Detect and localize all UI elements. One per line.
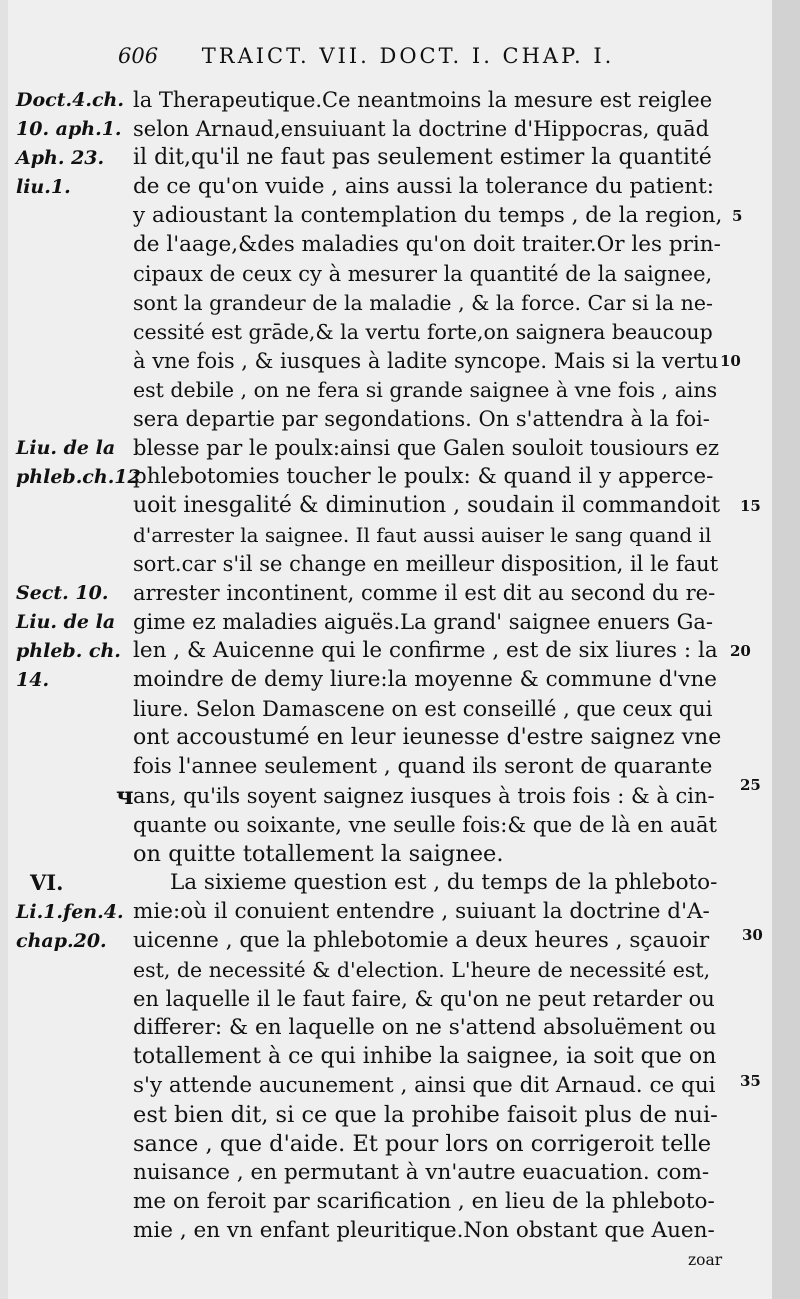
- margin-note: Li.1.fen.4.: [16, 901, 124, 923]
- text-line: ont accoustumé en leur ieunesse d'estre saignez vne: [133, 725, 722, 750]
- line-number: 20: [730, 642, 751, 660]
- text-line: cipaux de ceux cy à mesurer la quantité de la saignee,: [133, 262, 713, 286]
- text-line: uoit inesgalité & diminution , soudain il commandoit: [133, 493, 721, 518]
- line-number: 15: [740, 497, 761, 515]
- text-line: sont la grandeur de la maladie , & la force. Car si la ne-: [133, 291, 713, 315]
- text-line: totallement à ce qui inhibe la saignee, ia soit que on: [133, 1044, 717, 1069]
- text-line: à vne fois , & iusques à ladite syncope. Mais si la vertu: [133, 349, 719, 373]
- text-line: me on feroit par scarification , en lieu de la phleboto-: [133, 1189, 715, 1214]
- margin-note: Liu. de la: [16, 437, 116, 459]
- line-number: 10: [720, 352, 741, 370]
- text-line: sort.car s'il se change en meilleur disposition, il le faut: [133, 552, 719, 576]
- text-line: gime ez maladies aiguës.La grand' saignee enuers Ga-: [133, 610, 713, 634]
- text-line: est debile , on ne fera si grande saignee à vne fois , ains: [133, 378, 718, 402]
- text-line: est bien dit, si ce que la prohibe faisoit plus de nui-: [133, 1102, 718, 1128]
- text-line: La sixieme question est , du temps de la phleboto-: [170, 870, 718, 895]
- margin-note: 10. aph.1.: [16, 118, 122, 140]
- text-line: sance , que d'aide. Et pour lors on corrigeroit telle: [133, 1131, 712, 1157]
- margin-note: phleb. ch.: [16, 640, 121, 662]
- text-line: sera departie par segondations. On s'attendra à la foi-: [133, 407, 710, 431]
- text-line: la Therapeutique.Ce neantmoins la mesure est reiglee: [133, 88, 713, 112]
- text-line: nuisance , en permutant à vn'autre euacuation. com-: [133, 1160, 710, 1185]
- text-line: phlebotomies toucher le poulx: & quand il y apperce-: [133, 464, 714, 489]
- margin-note: chap.20.: [16, 930, 107, 952]
- text-line: differer: & en laquelle on ne s'attend absoluëment ou: [133, 1015, 717, 1040]
- margin-note: Doct.4.ch.: [16, 89, 124, 111]
- folio-number: 606: [118, 44, 159, 68]
- text-line: len , & Auicenne qui le confirme , est de six liures : la: [133, 638, 718, 663]
- text-line: fois l'annee seulement , quand ils seront de quarante: [133, 754, 713, 779]
- running-title: TRAICT. VII. DOCT. I. CHAP. I.: [201, 44, 615, 68]
- text-line: de ce qu'on vuide , ains aussi la tolerance du patient:: [133, 174, 715, 199]
- page-left-edge: [0, 0, 8, 1299]
- text-line: en laquelle il le faut faire, & qu'on ne peut retarder ou: [133, 987, 715, 1011]
- text-line: on quitte totallement la saignee.: [133, 841, 504, 867]
- text-line: est, de necessité & d'election. L'heure de necessité est,: [133, 958, 711, 982]
- margin-note: liu.1.: [16, 176, 71, 198]
- line-number: 25: [740, 776, 761, 794]
- text-line: mie , en vn enfant pleuritique.Non obstant que Auen-: [133, 1218, 715, 1243]
- line-number: 35: [740, 1072, 761, 1090]
- margin-note: 14.: [16, 669, 50, 691]
- text-line: liure. Selon Damascene on est conseillé , que ceux qui: [133, 697, 713, 721]
- text-line: d'arrester la saignee. Il faut aussi auiser le sang quand il: [133, 523, 712, 547]
- text-line: blesse par le poulx:ainsi que Galen souloit tousiours ez: [133, 436, 720, 460]
- catchword: zoar: [688, 1251, 723, 1269]
- margin-note: Aph. 23.: [16, 147, 105, 169]
- running-header: [118, 44, 678, 68]
- text-line: de l'aage,&des maladies qu'on doit traiter.Or les prin-: [133, 232, 721, 257]
- text-line: il dit,qu'il ne faut pas seulement estimer la quantité: [133, 145, 712, 170]
- text-line: arrester incontinent, comme il est dit au second du re-: [133, 581, 716, 605]
- margin-note: Sect. 10.: [16, 582, 109, 604]
- paragraph-mark: ч: [116, 781, 134, 810]
- line-number: 5: [732, 207, 743, 225]
- line-number: 30: [742, 926, 763, 944]
- page-right-edge: [772, 0, 800, 1299]
- text-line: quante ou soixante, vne seulle fois:& que de là en auāt: [133, 813, 717, 837]
- margin-note: phleb.ch.12: [16, 466, 141, 488]
- margin-note: Liu. de la: [16, 611, 116, 633]
- text-line: selon Arnaud,ensuiuant la doctrine d'Hippocras, quād: [133, 117, 710, 141]
- text-line: cessité est grāde,& la vertu forte,on saignera beaucoup: [133, 320, 713, 344]
- section-number: VI.: [30, 870, 64, 895]
- text-line: moindre de demy liure:la moyenne & commune d'vne: [133, 667, 718, 692]
- text-line: uicenne , que la phlebotomie a deux heures , sçauoir: [133, 928, 710, 953]
- text-line: mie:où il conuient entendre , suiuant la doctrine d'A-: [133, 899, 710, 924]
- text-line: y adioustant la contemplation du temps , de la region,: [133, 203, 723, 228]
- text-line: ans, qu'ils soyent saignez iusques à trois fois : & à cin-: [133, 784, 715, 808]
- text-line: s'y attende aucunement , ainsi que dit Arnaud. ce qui: [133, 1073, 716, 1098]
